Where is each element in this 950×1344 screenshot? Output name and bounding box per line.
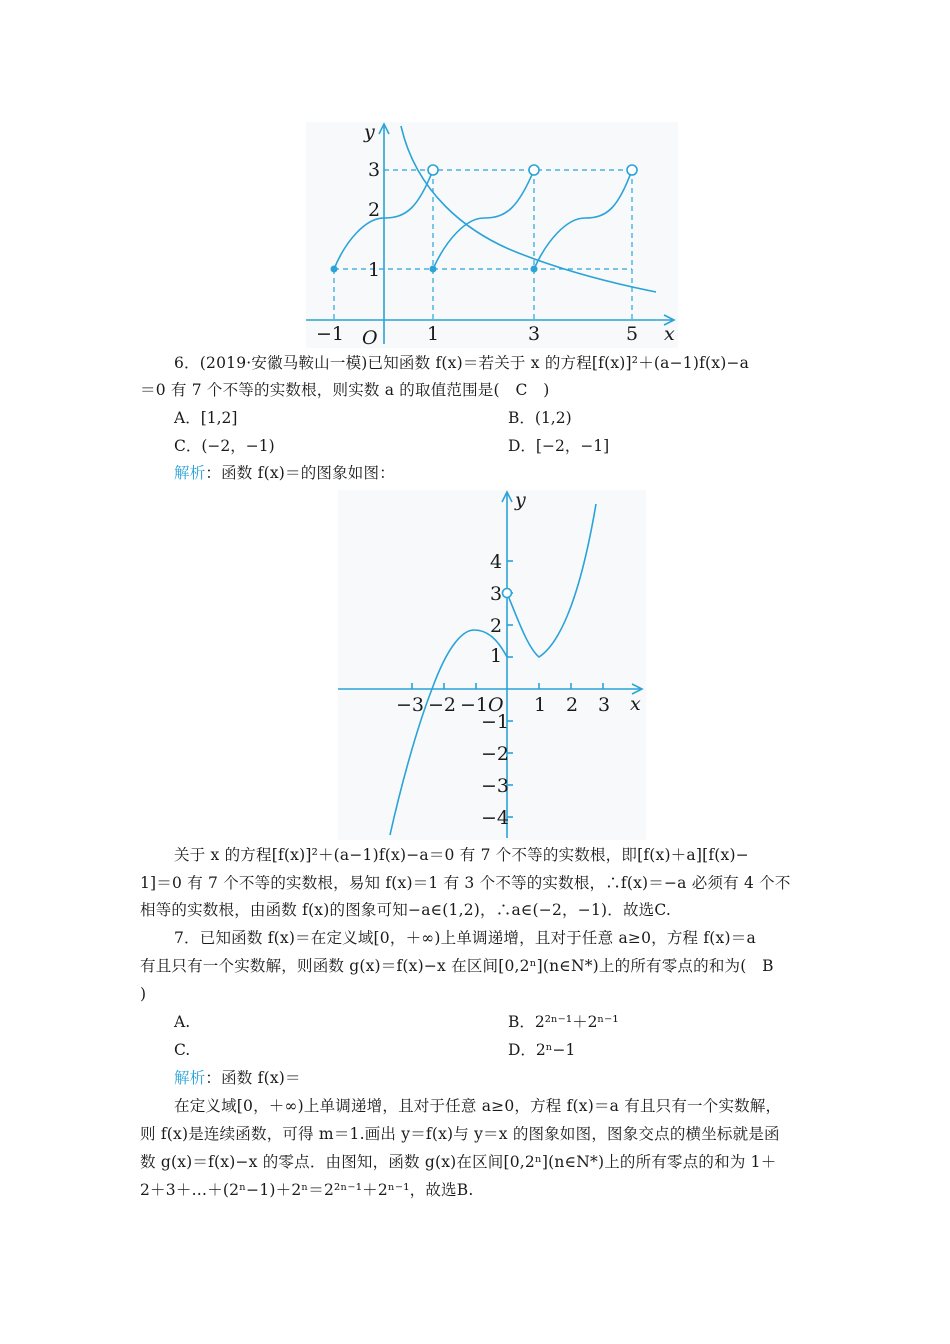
- x-tick-label: −2: [428, 694, 457, 716]
- y-tick-label: −1: [481, 711, 510, 733]
- curve-piece-3: [534, 170, 632, 269]
- q7-option-b: B．2²ⁿ⁻¹＋2ⁿ⁻¹: [508, 1013, 619, 1031]
- y-tick-label: −2: [481, 743, 510, 765]
- y-tick-label: −4: [481, 807, 510, 829]
- y-tick-label: 1: [490, 645, 503, 667]
- y-tick-label: 2: [490, 615, 503, 637]
- y-axis-label: y: [515, 490, 526, 511]
- q6-option-c: C．(−2，−1): [174, 437, 275, 455]
- analysis-text: ：函数 f(x)＝的图象如图：: [205, 464, 395, 482]
- figure-2-graph: [338, 490, 646, 840]
- q6-solution-line-1: 关于 x 的方程[f(x)]²＋(a−1)f(x)−a＝0 有 7 个不等的实数根，即[f(x)＋a][f(x)−: [174, 846, 749, 864]
- open-point: [627, 165, 637, 175]
- closed-point: [430, 266, 437, 273]
- q7-line-3: ): [140, 985, 147, 1003]
- y-tick-label: 2: [368, 199, 381, 221]
- analysis-text: ：函数 f(x)＝: [205, 1069, 301, 1087]
- figure-2-svg: [338, 490, 646, 840]
- q6-option-d: D．[−2，−1]: [508, 437, 610, 455]
- q7-solution-line-1: 在定义域[0，＋∞)上单调递增，且对于任意 a≥0，方程 f(x)＝a 有且只有一个实数解，: [174, 1097, 782, 1115]
- q7-option-d: D．2ⁿ−1: [508, 1041, 576, 1059]
- open-point: [529, 165, 539, 175]
- x-axis-label: x: [630, 693, 641, 715]
- closed-point: [331, 266, 338, 273]
- analysis-label: 解析: [174, 1069, 206, 1087]
- x-tick-label: 3: [598, 694, 611, 716]
- x-tick-label: −1: [460, 694, 489, 716]
- x-tick-label: 3: [528, 323, 541, 345]
- x-axis-label: x: [664, 323, 675, 345]
- open-point: [503, 589, 512, 598]
- q6-solution-line-3: 相等的实数根，由函数 f(x)的图象可知−a∈(1,2)，∴a∈(−2，−1)．故选C.: [140, 901, 671, 919]
- curve-piece-2: [433, 170, 534, 269]
- q6-option-a: A．[1,2]: [174, 409, 238, 427]
- x-tick-label: 2: [566, 694, 579, 716]
- q7-solution-line-2: 则 f(x)是连续函数，可得 m＝1.画出 y＝f(x)与 y＝x 的图象如图，图象交点的横坐标就是函: [140, 1125, 780, 1143]
- y-tick-label: 4: [490, 551, 503, 573]
- q7-solution-line-3: 数 g(x)＝f(x)−x 的零点．由图知，函数 g(x)在区间[0,2ⁿ](n∈N*)上的所有零点的和为 1＋: [140, 1153, 777, 1171]
- open-point: [428, 165, 438, 175]
- q7-line-1: 7．已知函数 f(x)＝在定义域[0，＋∞)上单调递增，且对于任意 a≥0，方程 f(x)＝a: [174, 929, 756, 947]
- q6-line-1: 6．(2019·安徽马鞍山一模)已知函数 f(x)＝若关于 x 的方程[f(x)]²＋(a−1)f(x)−a: [174, 354, 750, 372]
- x-tick-label: −3: [396, 694, 425, 716]
- x-tick-label: 5: [626, 323, 639, 345]
- right-branch: [507, 504, 596, 657]
- y-axis-label: y: [364, 122, 375, 143]
- origin-label: O: [362, 327, 378, 348]
- y-tick-label: 3: [368, 159, 381, 181]
- q6-analysis-intro: [174, 463, 395, 483]
- figure-1-graph: [306, 122, 678, 348]
- q7-solution-line-4: 2＋3＋…＋(2ⁿ−1)＋2ⁿ＝2²ⁿ⁻¹＋2ⁿ⁻¹，故选B.: [140, 1181, 474, 1199]
- y-tick-label: −3: [481, 775, 510, 797]
- q7-line-2: 有且只有一个实数解，则函数 g(x)＝f(x)−x 在区间[0,2ⁿ](n∈N*)上的所有零点的和为( B: [140, 957, 774, 975]
- q7-analysis-intro: [174, 1068, 301, 1088]
- q7-option-c: C.: [174, 1041, 191, 1059]
- q6-line-2: ＝0 有 7 个不等的实数根，则实数 a 的取值范围是( C ): [140, 381, 550, 399]
- figure-1-svg: [306, 122, 678, 348]
- q6-option-b: B．(1,2): [508, 409, 572, 427]
- q6-solution-line-2: 1]＝0 有 7 个不等的实数根，易知 f(x)＝1 有 3 个不等的实数根，∴f(x)＝−a 必须有 4 个不: [140, 874, 791, 892]
- y-tick-label: 1: [368, 259, 381, 281]
- closed-point: [531, 266, 538, 273]
- origin-label: O: [488, 694, 504, 716]
- x-tick-label: 1: [427, 323, 440, 345]
- x-tick-label: −1: [316, 323, 345, 345]
- q7-option-a: A.: [174, 1013, 191, 1031]
- x-tick-label: 1: [534, 694, 547, 716]
- decreasing-curve: [401, 126, 656, 292]
- y-tick-label: 3: [490, 583, 503, 605]
- analysis-label: 解析: [174, 464, 206, 482]
